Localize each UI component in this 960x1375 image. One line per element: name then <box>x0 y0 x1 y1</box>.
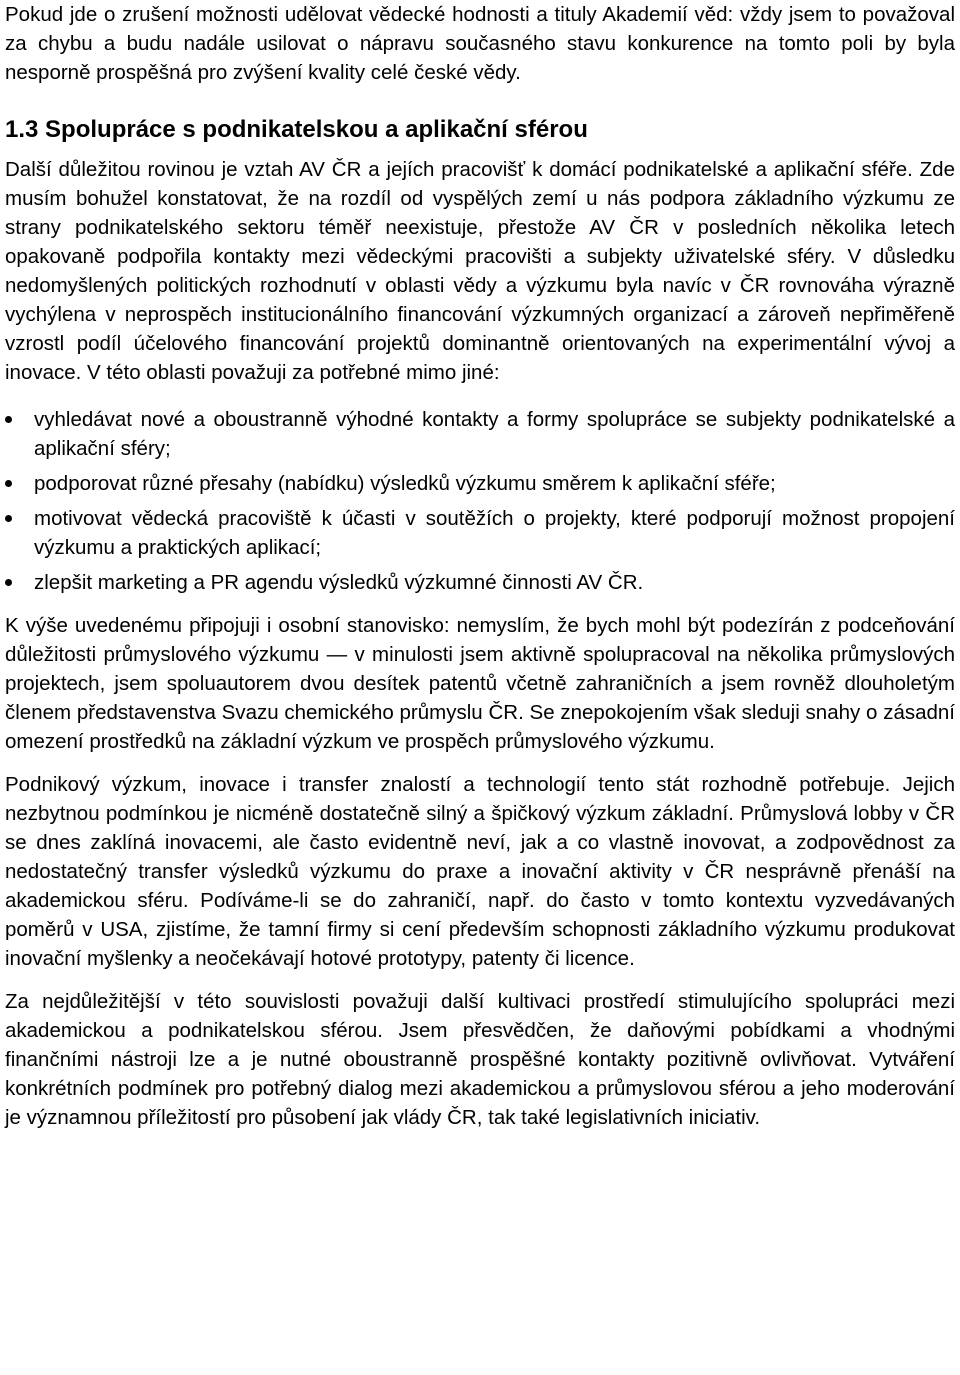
bullet-text: podporovat různé přesahy (nabídku) výsledků výzkumu směrem k aplikační sféře; <box>34 472 776 495</box>
bullet-list <box>5 405 955 597</box>
bullet-dot-icon <box>5 416 12 423</box>
bullet-text: zlepšit marketing a PR agendu výsledků výzkumné činnosti AV ČR. <box>34 571 644 594</box>
bullet-item <box>5 405 955 463</box>
bullet-text: vyhledávat nové a oboustranně výhodné kontakty a formy spolupráce se subjekty podnikatelské a aplikační sféry; <box>34 408 955 460</box>
bullet-dot-icon <box>5 579 12 586</box>
section-paragraph-4: Za nejdůležitější v této souvislosti považuji další kultivaci prostředí stimulujícího spolupráci mezi akademickou a podnikatelskou sférou. Jsem přesvědčen, že daňovými pobídkami a vhodnými finančními nástroji lze a je nutné oboustranně prospěšné kontakty pozitivně ovlivňovat. Vytváření konkrétních podmínek pro potřebný dialog mezi akademickou a průmyslovou sférou a jeho moderování je významnou příležitostí pro působení jak vlády ČR, tak také legislativních iniciativ. <box>5 990 955 1129</box>
bullet-dot-icon <box>5 515 12 522</box>
section-paragraph-3: Podnikový výzkum, inovace i transfer znalostí a technologií tento stát rozhodně potřebuje. Jejich nezbytnou podmínkou je nicméně dostatečně silný a špičkový výzkum základní. Průmyslová lobby v ČR se dnes zaklíná inovacemi, ale často evidentně neví, jak a co vlastně inovovat, a zodpovědnost za nedostatečný transfer výsledků výzkumu do praxe a inovační aktivity v ČR nesprávně přenáší na akademickou sféru. Podíváme-li se do zahraničí, např. do často v tomto kontextu vyzvedávaných poměrů v USA, zjistíme, že tamní firmy si cení především schopnosti základního výzkumu produkovat inovační myšlenky a neočekávají hotové prototypy, patenty či licence. <box>5 773 955 970</box>
section-paragraph-1: Další důležitou rovinou je vztah AV ČR a jejích pracovišť k domácí podnikatelské a aplikační sféře. Zde musím bohužel konstatovat, že na rozdíl od vyspělých zemí u nás podpora základního výzkumu ze strany podnikatelského sektoru téměř neexistuje, přestože AV ČR v posledních několika letech opakovaně podpořila kontakty mezi vědeckými pracovišti a subjekty uživatelské sféry. V důsledku nedomyšlených politických rozhodnutí v oblasti vědy a výzkumu byla navíc v ČR rovnováha výrazně vychýlena v neprospěch institucionálního financování výzkumných organizací a zároveň nepřiměřeně vzrostl podíl účelového financování projektů dominantně orientovaných na experimentální vývoj a inovace. V této oblasti považuji za potřebné mimo jiné: <box>5 158 955 384</box>
bullet-dot-icon <box>5 480 12 487</box>
section-heading: 1.3 Spolupráce s podnikatelskou a aplikační sférou <box>5 116 588 143</box>
bullet-item <box>5 469 955 498</box>
bullet-item <box>5 568 955 597</box>
document-page <box>5 0 955 1132</box>
bullet-item <box>5 504 955 562</box>
intro-paragraph: Pokud jde o zrušení možnosti udělovat vědecké hodnosti a tituly Akademií věd: vždy jsem to považoval za chybu a budu nadále usilovat o nápravu současného stavu konkurence na tomto poli by byla nesporně prospěšná pro zvýšení kvality celé české vědy. <box>5 3 955 84</box>
section-paragraph-2: K výše uvedenému připojuji i osobní stanovisko: nemyslím, že bych mohl být podezírán z podceňování důležitosti průmyslového výzkumu — v minulosti jsem aktivně spolupracoval na několika průmyslových projektech, jsem spoluautorem dvou desítek patentů včetně zahraničních a jsem rovněž dlouholetým členem představenstva Svazu chemického průmyslu ČR. Se znepokojením však sleduji snahy o zásadní omezení prostředků na základní výzkum ve prospěch průmyslového výzkumu. <box>5 614 955 753</box>
bullet-text: motivovat vědecká pracoviště k účasti v soutěžích o projekty, které podporují možnost propojení výzkumu a praktických aplikací; <box>34 507 955 559</box>
